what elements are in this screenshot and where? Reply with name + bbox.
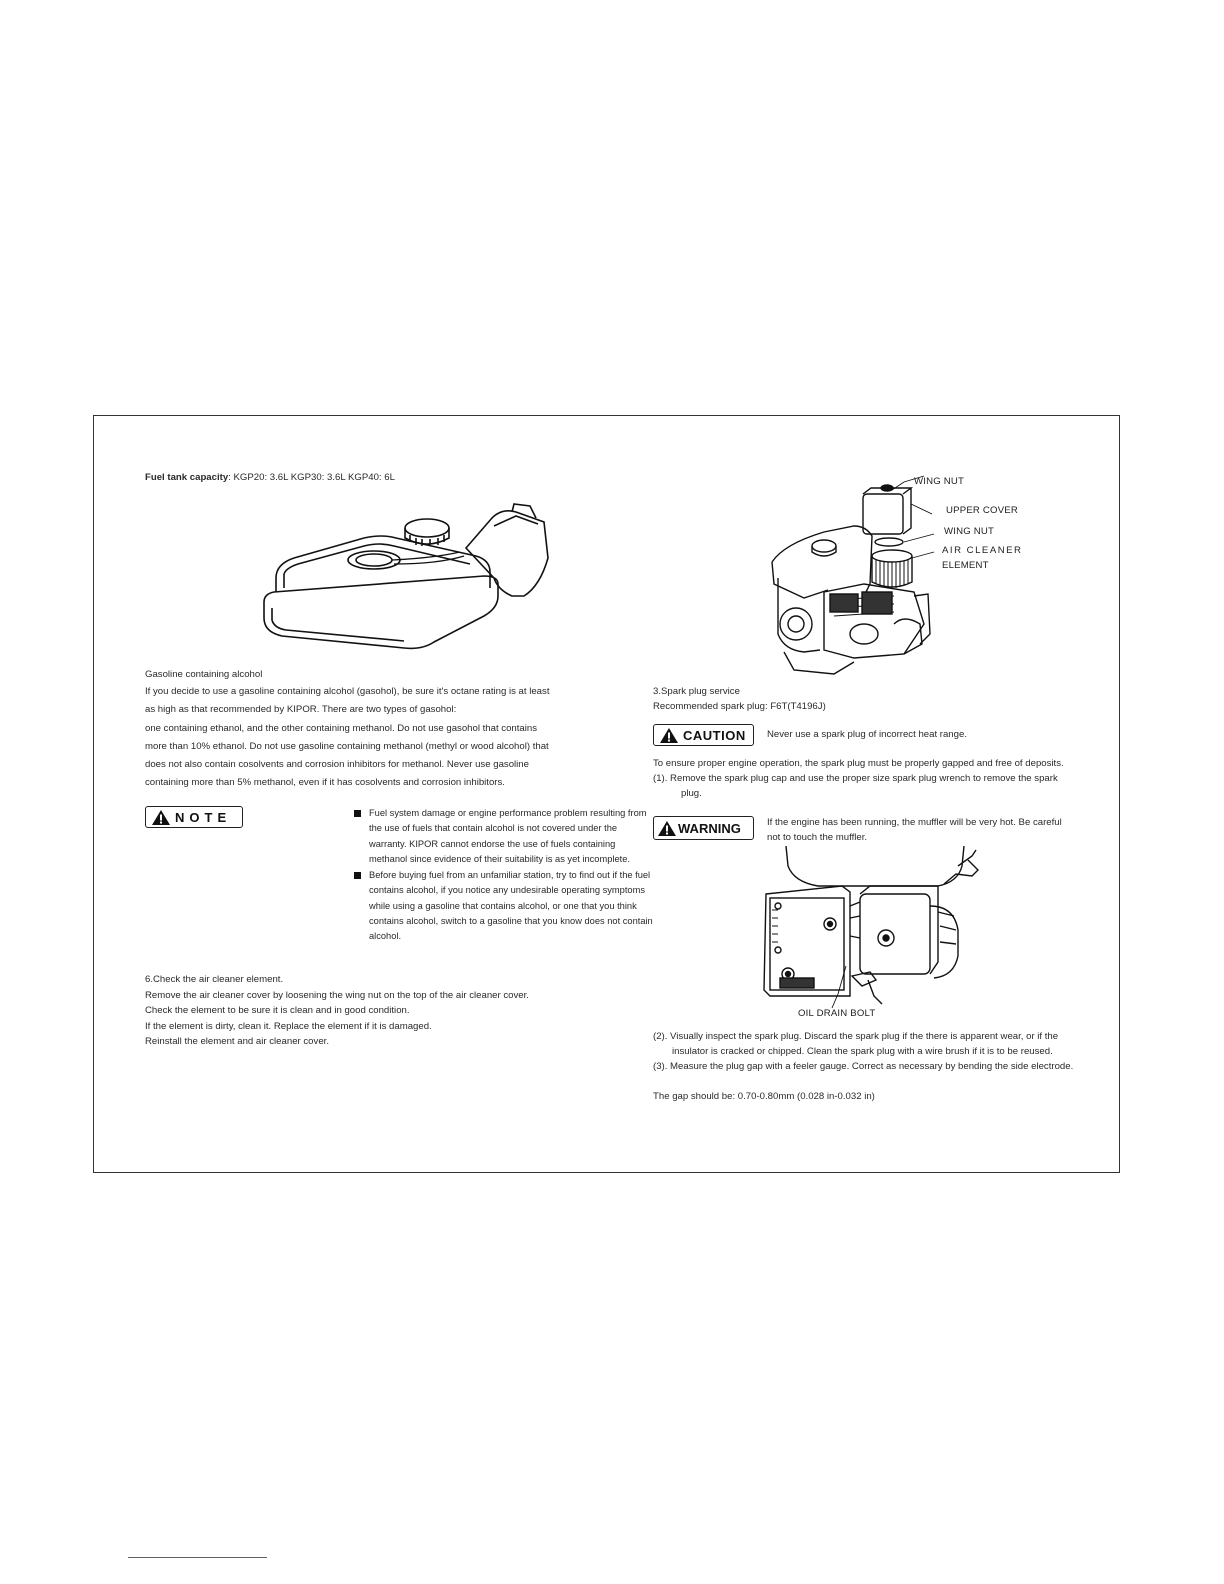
step-3: (3). Measure the plug gap with a feeler gauge. Correct as necessary by bending the side electrode. — [653, 1061, 1074, 1072]
caution-label: CAUTION — [683, 727, 746, 743]
muffler-oil-drain-diagram — [758, 846, 986, 1012]
step-1-line-a: (1). Remove the spark plug cap and use the proper size spark plug wrench to remove the spark — [653, 773, 1058, 784]
fuel-capacity-value: : KGP20: 3.6L KGP30: 3.6L KGP40: 6L — [228, 472, 395, 483]
label-element: ELEMENT — [942, 560, 989, 571]
manual-page-frame — [93, 415, 1120, 1173]
note-item-1-text: Fuel system damage or engine performance problem resulting from the use of fuels that contain alcohol is not covered under the warranty. KIPOR cannot endorse the use of fuels containing methanol since evidence of their suitability is as yet incomplete. — [369, 808, 647, 864]
note-item-2 — [354, 868, 656, 944]
air-cleaner-line-1: Remove the air cleaner cover by loosening the wing nut on the top of the air cleaner cover. — [145, 990, 529, 1001]
warning-triangle-icon — [658, 821, 676, 836]
caution-badge — [653, 724, 754, 746]
bullet-square-icon — [354, 872, 361, 879]
recommended-spark-plug: Recommended spark plug: F6T(T4196J) — [653, 701, 826, 712]
fuel-capacity-label: Fuel tank capacity — [145, 472, 229, 483]
step-2-line-b: insulator is cracked or chipped. Clean the spark plug with a wire brush if it is to be reused. — [672, 1046, 1053, 1057]
step-1-line-b: plug. — [681, 788, 702, 799]
label-wing-nut-top: WING NUT — [914, 476, 965, 487]
note-item-2-text: Before buying fuel from an unfamiliar station, try to find out if the fuel contains alcohol, if you notice any undesirable operating symptoms while using a gasoline that contains alcohol, or one that you think contains alcohol, switch to a gasoline that you know does not contain alcohol. — [369, 870, 653, 942]
page-bottom-rule — [128, 1557, 267, 1558]
gap-text: The gap should be: 0.70-0.80mm (0.028 in-0.032 in) — [653, 1091, 875, 1102]
warning-triangle-icon — [660, 728, 678, 743]
air-cleaner-line-2: Check the element to be sure it is clean and in good condition. — [145, 1005, 410, 1016]
note-item-1 — [354, 806, 656, 867]
bullet-square-icon — [354, 810, 361, 817]
note-badge — [145, 806, 243, 828]
label-wing-nut-mid: WING NUT — [944, 526, 995, 537]
warning-triangle-icon — [152, 810, 170, 825]
step-2-line-a: (2). Visually inspect the spark plug. Discard the spark plug if the there is apparent wear, or if the — [653, 1031, 1059, 1042]
gasoline-heading: Gasoline containing alcohol — [145, 669, 263, 680]
fuel-tank-illustration — [254, 498, 554, 668]
gasoline-line-2: as high as that recommended by KIPOR. There are two types of gasohol: — [145, 704, 457, 715]
ensure-text: To ensure proper engine operation, the spark plug must be properly gapped and free of deposits. — [653, 758, 1064, 769]
gasoline-line-6: containing more than 5% methanol, even if it has cosolvents and corrosion inhibitors. — [145, 777, 505, 788]
air-cleaner-line-4: Reinstall the element and air cleaner cover. — [145, 1036, 329, 1047]
air-cleaner-line-3: If the element is dirty, clean it. Replace the element if it is damaged. — [145, 1021, 432, 1032]
warning-text-2: not to touch the muffler. — [767, 832, 868, 843]
label-oil-drain-bolt: OIL DRAIN BOLT — [798, 1008, 876, 1019]
gasoline-line-4: more than 10% ethanol. Do not use gasoline containing methanol (methyl or wood alcohol) that — [145, 741, 549, 752]
gasoline-line-5: does not also contain cosolvents and corrosion inhibitors for methanol. Never use gasoline — [145, 759, 529, 770]
spark-plug-heading: 3.Spark plug service — [653, 686, 740, 697]
warning-label: WARNING — [678, 820, 741, 836]
warning-text-1: If the engine has been running, the muffler will be very hot. Be careful — [767, 817, 1062, 828]
caution-text: Never use a spark plug of incorrect heat range. — [767, 729, 967, 740]
air-cleaner-heading: 6.Check the air cleaner element. — [145, 974, 284, 985]
note-label: NOTE — [175, 809, 232, 825]
label-air-cleaner: AIR CLEANER — [942, 545, 1023, 556]
fuel-capacity-line — [145, 470, 395, 486]
gasoline-line-1: If you decide to use a gasoline containing alcohol (gasohol), be sure it's octane rating is at least — [145, 686, 550, 697]
gasoline-line-3: one containing ethanol, and the other containing methanol. Do not use gasohol that contains — [145, 723, 538, 734]
warning-badge — [653, 816, 754, 840]
label-upper-cover: UPPER COVER — [946, 505, 1019, 516]
